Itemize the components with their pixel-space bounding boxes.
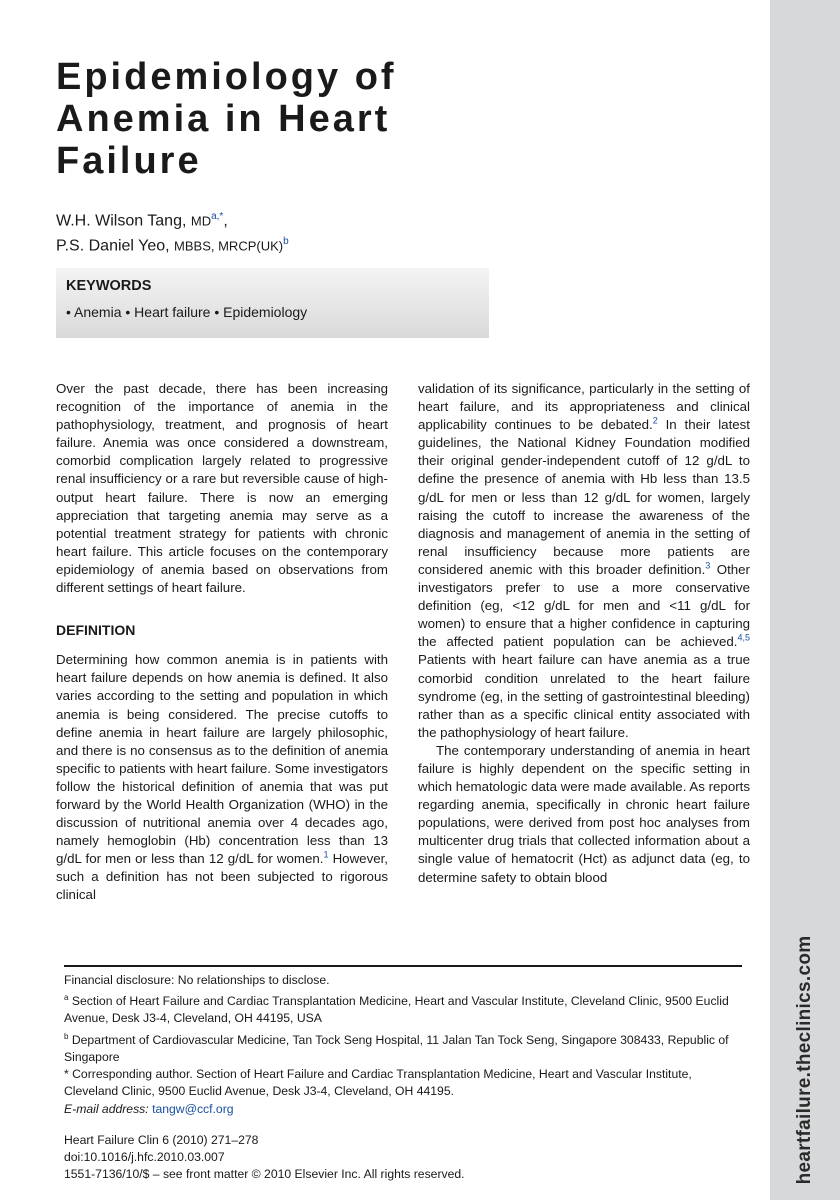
doi[interactable]: doi:10.1016/j.hfc.2010.03.007 xyxy=(64,1149,225,1164)
affiliation-b xyxy=(64,1028,744,1066)
body-column-left xyxy=(56,380,388,905)
context-paragraph: The contemporary understanding of anemia in heart failure is highly dependent on the specific setting in which hematologic data were made available. As reports regarding anemia, specifically in chronic heart failure populations, were derived from post hoc analyses from multicenter drug trials that collected information about a single value of hematocrit (Hct) as adjunct data (eg, to determine safety to obtain blood xyxy=(418,742,750,885)
copyright-line: 1551-7136/10/$ – see front matter © 2010 Elsevier Inc. All rights reserved. xyxy=(64,1167,465,1182)
citation-ref[interactable]: 3 xyxy=(705,560,711,571)
author-separator: , xyxy=(223,212,228,230)
article-title xyxy=(56,56,476,182)
title-line: Failure xyxy=(56,140,202,182)
journal-citation: Heart Failure Clin 6 (2010) 271–278 xyxy=(64,1132,259,1147)
definition-paragraph-continued xyxy=(418,380,750,742)
author-list xyxy=(56,206,289,257)
email-label: E-mail address: xyxy=(64,1101,149,1116)
affiliation-label: a xyxy=(64,993,69,1003)
text-run: However, such a definition has not been subjected to rigorous clinical xyxy=(56,851,388,903)
text-run: validation of its significance, particularly in the setting of heart failure, and its appropriateness and clinical applicability continues to be debated. xyxy=(418,381,750,433)
author-credentials: MD xyxy=(190,213,212,229)
intro-paragraph: Over the past decade, there has been increasing recognition of the importance of anemia in the pathophysiology, treatment, and prognosis of heart failure. Anemia was once considered a downstream, comorbid complication largely related to progressive renal insufficiency or a rare but reversible cause of high-output heart failure. There is now an emerging appreciation that targeting anemia may serve as a potential treatment strategy for patients with chronic heart failure. This article focuses on the contemporary epidemiology of anemia based on observations from different settings of heart failure. xyxy=(56,381,388,596)
journal-url[interactable]: heartfailure.theclinics.com xyxy=(794,935,815,1185)
text-run: Determining how common anemia is in patients with heart failure depends on how anemia is defined. It also varies according to the setting and population in which anemia is being considered. The precise cutoffs to define anemia in heart failure are largely philosophic, and there is no consensus as to the definition of anemia specific to patients with heart failure. Some investigators follow the historical definition of anemia that was put forward by the World Health Organization (WHO) in the discussion of nutritional anemia over 4 decades ago, namely hemoglobin (Hb) concentration less than 13 g/dL for men or less than 12 g/dL for women. xyxy=(56,652,388,867)
author xyxy=(56,206,289,231)
citation-ref[interactable]: 4,5 xyxy=(737,632,750,643)
text-run: In their latest guidelines, the National Kidney Foundation modified their original gender-independent cutoff of 12 g/dL to define the presence of anemia with Hb less than 13.5 g/dL for men or less than 12 g/dL for women, largely raising the cutoff to increase the awareness of the diagnosis and management of anemia in the setting of renal insufficiency because more patients are considered anemic with this broader definition. xyxy=(418,417,751,577)
author-credentials: MBBS, MRCP(UK) xyxy=(174,238,284,254)
text-run: Patients with heart failure can have anemia as a true comorbid condition unrelated to the heart failure syndrome (eg, in the setting of gastrointestinal bleeding) rather than as a specific clinical entity associated with the pathophysiology of heart failure. xyxy=(418,652,750,740)
author-name: P.S. Daniel Yeo, xyxy=(56,237,170,255)
affiliation-label: b xyxy=(64,1031,69,1041)
email-link[interactable]: tangw@ccf.org xyxy=(152,1101,234,1116)
financial-disclosure: Financial disclosure: No relationships to disclose. xyxy=(64,973,330,987)
corresponding-author: * Corresponding author. Section of Heart Failure and Cardiac Transplantation Medicine, Heart and Vascular Institute, Cleveland Clinic, 9500 Euclid Avenue, Desk J3-4, Cleveland, OH 44195. xyxy=(64,1067,692,1099)
author-name: W.H. Wilson Tang, xyxy=(56,212,187,230)
text-run: Other investigators prefer to use a more conservative definition (eg, <12 g/dL for men and <11 g/dL for women) to ensure that a higher confidence in capturing the affected patient population can be achieved. xyxy=(418,561,750,650)
keywords-box xyxy=(56,268,489,338)
definition-paragraph xyxy=(56,651,388,904)
affiliation-a xyxy=(64,989,744,1027)
body-column-right xyxy=(418,380,750,887)
affiliation-marker[interactable]: a,* xyxy=(211,211,224,222)
citation-ref[interactable]: 2 xyxy=(652,415,658,426)
keywords-list: • Anemia • Heart failure • Epidemiology xyxy=(66,304,308,320)
affiliation-text: Section of Heart Failure and Cardiac Transplantation Medicine, Heart and Vascular Institute, Cleveland Clinic, 9500 Euclid Avenue, Desk J3-4, Cleveland, OH 44195, USA xyxy=(64,994,729,1026)
affiliation-marker[interactable]: b xyxy=(283,236,289,248)
affiliation-text: Department of Cardiovascular Medicine, Tan Tock Seng Hospital, 11 Jalan Tan Tock Seng, Singapore 308433, Republic of Singapore xyxy=(64,1032,729,1064)
citation-ref[interactable]: 1 xyxy=(323,849,329,860)
email-line xyxy=(64,1101,744,1118)
section-heading-definition: DEFINITION xyxy=(56,622,136,639)
footnote-divider xyxy=(64,965,742,967)
title-line: Epidemiology of xyxy=(56,56,397,98)
keywords-heading: KEYWORDS xyxy=(66,278,152,294)
title-line: Anemia in Heart xyxy=(56,98,391,140)
author xyxy=(56,231,289,256)
footnotes xyxy=(64,972,744,1183)
